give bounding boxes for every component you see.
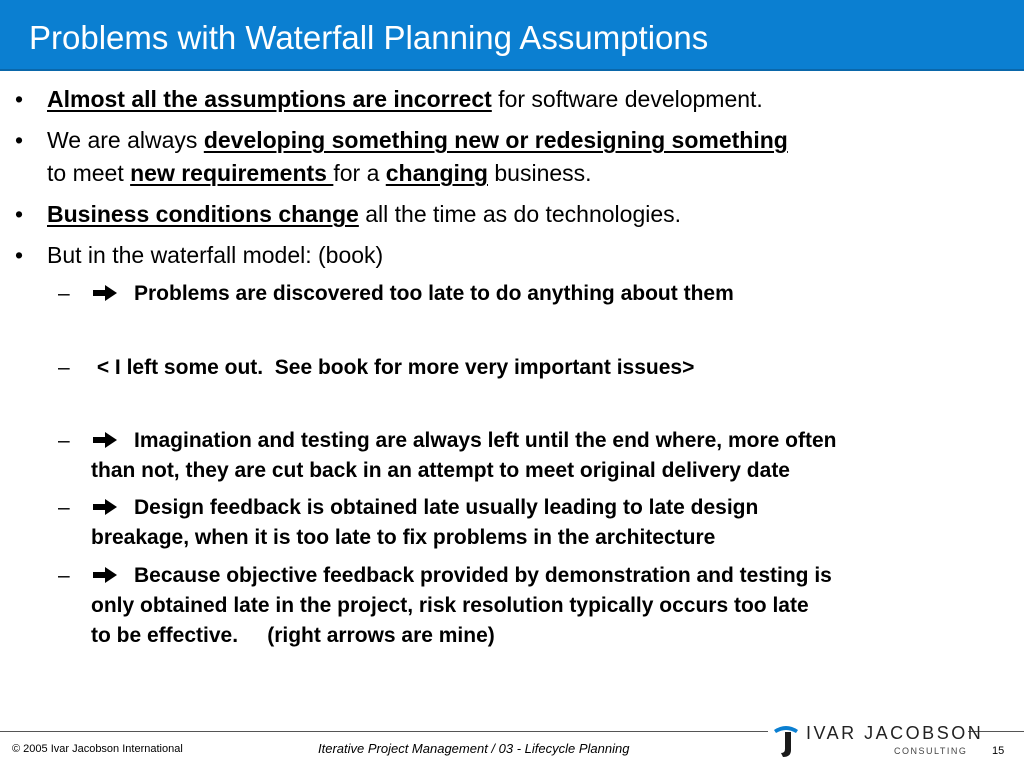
dash-glyph: – — [58, 429, 70, 452]
bullet-text: all the time as do technologies. — [358, 201, 682, 227]
sub-item-text: Because objective feedback provided by demonstration and testing is — [134, 564, 832, 587]
footer-course-title: Iterative Project Management / 03 - Lifecycle Planning — [318, 741, 630, 756]
sub-item-text: Imagination and testing are always left until the end where, more often — [134, 429, 837, 452]
sub-item-text: than not, they are cut back in an attempt to meet original delivery date — [91, 459, 790, 482]
emphasis-text: developing something new or redesigning something — [203, 127, 788, 153]
sub-item-text: Design feedback is obtained late usually leading to late design — [134, 496, 759, 519]
right-arrow-icon — [93, 499, 117, 515]
right-arrow-icon — [93, 285, 117, 301]
right-arrow-icon — [93, 432, 117, 448]
dash-glyph: – — [58, 356, 70, 379]
page-number: 15 — [992, 745, 1005, 757]
bullet-glyph: • — [15, 242, 24, 268]
emphasis-text: Business conditions change — [47, 201, 359, 227]
footer-divider — [0, 731, 768, 732]
bullet-text: But in the waterfall model: (book) — [47, 242, 384, 268]
logo-subtitle: CONSULTING — [894, 746, 968, 756]
bullet-text: We are always — [47, 127, 204, 153]
logo-wordmark: IVAR JACOBSON — [806, 723, 984, 743]
dash-glyph: – — [58, 564, 70, 587]
logo-mark-icon — [772, 724, 800, 758]
footer-copyright: © 2005 Ivar Jacobson International — [12, 743, 183, 755]
dash-glyph: – — [58, 496, 70, 519]
dash-glyph: – — [58, 282, 70, 305]
bullet-text: business. — [488, 160, 592, 186]
sub-item-text: only obtained late in the project, risk resolution typically occurs too late — [91, 594, 809, 617]
ivar-jacobson-logo — [772, 722, 984, 758]
sub-item-text: to be effective. (right arrows are mine) — [91, 624, 495, 647]
emphasis-text: changing — [385, 160, 488, 186]
sub-item-text: breakage, when it is too late to fix problems in the architecture — [91, 526, 716, 549]
right-arrow-icon — [93, 567, 117, 583]
sub-item-text: Problems are discovered too late to do anything about them — [134, 282, 734, 305]
sub-item-text: < I left some out. See book for more very important issues> — [91, 356, 695, 379]
bullet-glyph: • — [15, 86, 24, 112]
bullet-text: for a — [333, 160, 386, 186]
bullet-text: for software development. — [491, 86, 763, 112]
bullet-glyph: • — [15, 127, 24, 153]
emphasis-text: Almost all the assumptions are incorrect — [47, 86, 492, 112]
slide-title: Problems with Waterfall Planning Assumptions — [29, 19, 709, 56]
title-bar — [0, 0, 1024, 71]
bullet-glyph: • — [15, 201, 24, 227]
emphasis-text: new requirements — [130, 160, 334, 186]
bullet-text: to meet — [47, 160, 131, 186]
